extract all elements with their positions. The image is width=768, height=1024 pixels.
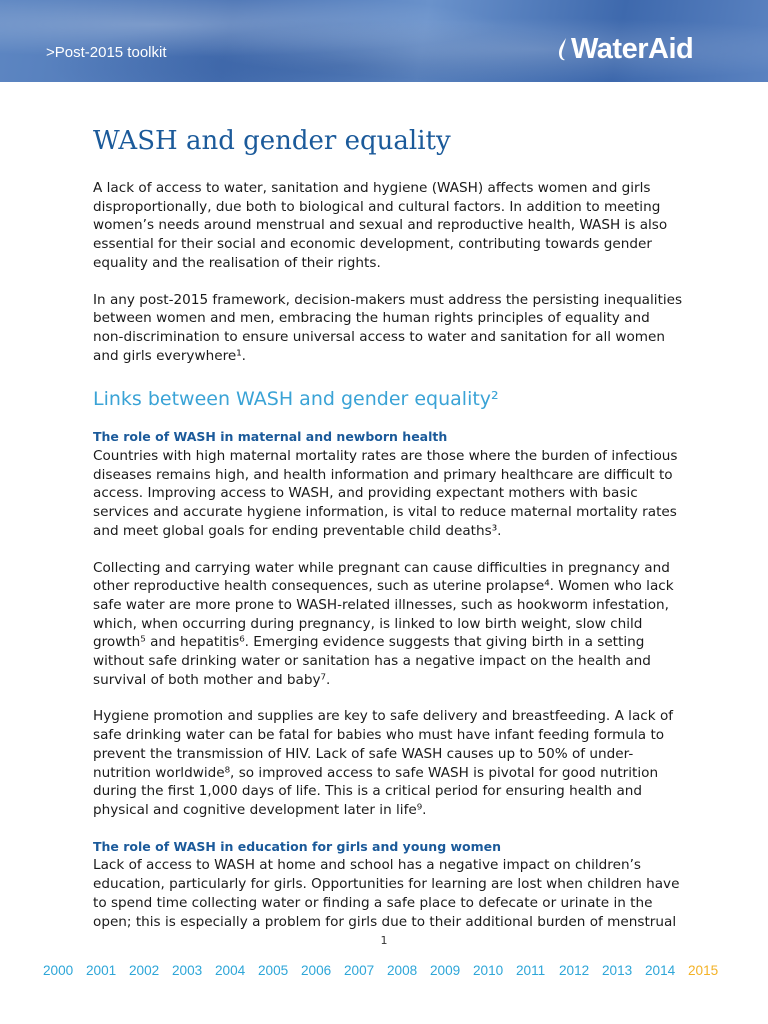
maternal-paragraph-1: Countries with high maternal mortality rates are those where the burden of infectious diseases remains high, and health information and primary healthcare are difficult to access. Improving access to WASH, and providing expectant mothers with basic services and accurate hygiene information, is vital to reduce maternal mortality rates and meet global goals for ending preventable child deaths³. bbox=[93, 448, 678, 539]
maternal-paragraph-3: Hygiene promotion and supplies are key to safe delivery and breastfeeding. A lack of safe drinking water can be fatal for babies who must have infant feeding formula to prevent the transmission of HIV. Lack of safe WASH causes up to 50% of under-nutrition worldwide⁸, so improved access to safe WASH is pivotal for good nutrition during the first 1,000 days of life. This is a critical period for ensuring health and physical and cognitive development later in life⁹. bbox=[93, 708, 674, 818]
maternal-health-heading: The role of WASH in maternal and newborn health bbox=[93, 429, 448, 445]
year-label: 2007 bbox=[344, 963, 375, 978]
year-label: 2003 bbox=[172, 963, 203, 978]
intro-paragraph-2: In any post-2015 framework, decision-makers must address the persisting inequalities between women and men, embracing the human rights principles of equality and non-discrimination to ensure universal access to water and sanitation for all women and girls everywhere¹. bbox=[93, 291, 683, 364]
year-label: 2013 bbox=[602, 963, 633, 978]
toolkit-label: >Post-2015 toolkit bbox=[46, 44, 167, 61]
intro-paragraph-1: A lack of access to water, sanitation and hygiene (WASH) affects women and girls disproportionally, due both to biological and cultural factors. In addition to meeting women’s needs around menstrual and sexual and reproductive health, WASH is also essential for their social and economic development, contributing towards gender equality and the realisation of their rights. bbox=[93, 180, 668, 271]
year-label: 2011 bbox=[516, 963, 546, 978]
year-label: 2006 bbox=[301, 963, 332, 978]
year-label: 2009 bbox=[430, 963, 461, 978]
maternal-paragraph-2: Collecting and carrying water while pregnant can cause difficulties in pregnancy and other reproductive health consequences, such as uterine prolapse⁴. Women who lack safe water are more prone to WASH-related illnesses, such as hookworm infestation, which, when occurring during pregnancy, is linked to low birth weight, slow child growth⁵ and hepatitis⁶. Emerging evidence suggests that giving birth in a setting without safe drinking water or sanitation has a negative impact on the health and survival of both mother and baby⁷. bbox=[93, 559, 674, 688]
wateraid-logo bbox=[556, 34, 693, 64]
year-label: 2004 bbox=[215, 963, 246, 978]
current-year-label: 2015 bbox=[688, 963, 719, 978]
year-timeline bbox=[43, 963, 731, 978]
year-label: 2001 bbox=[86, 963, 117, 978]
education-paragraph: Lack of access to WASH at home and school has a negative impact on children’s education, particularly for girls. Opportunities for learning are lost when children have to spend time collecting water or finding a safe place to defecate or urinate in the open; this is especially a problem for girls due to their additional burden of menstrual bbox=[93, 857, 680, 930]
year-label: 2005 bbox=[258, 963, 289, 978]
section-heading: Links between WASH and gender equality² bbox=[93, 388, 499, 411]
water-drop-icon bbox=[556, 34, 570, 64]
page-number: 1 bbox=[380, 934, 388, 947]
year-label: 2000 bbox=[43, 963, 74, 978]
logo-text: WaterAid bbox=[571, 33, 694, 65]
page-title: WASH and gender equality bbox=[93, 126, 451, 156]
document-body bbox=[93, 120, 683, 931]
year-label: 2010 bbox=[473, 963, 504, 978]
year-label: 2002 bbox=[129, 963, 160, 978]
year-label: 2014 bbox=[645, 963, 676, 978]
education-heading: The role of WASH in education for girls and young women bbox=[93, 838, 502, 854]
year-label: 2012 bbox=[559, 963, 590, 978]
year-label: 2008 bbox=[387, 963, 418, 978]
header-banner bbox=[0, 0, 768, 82]
